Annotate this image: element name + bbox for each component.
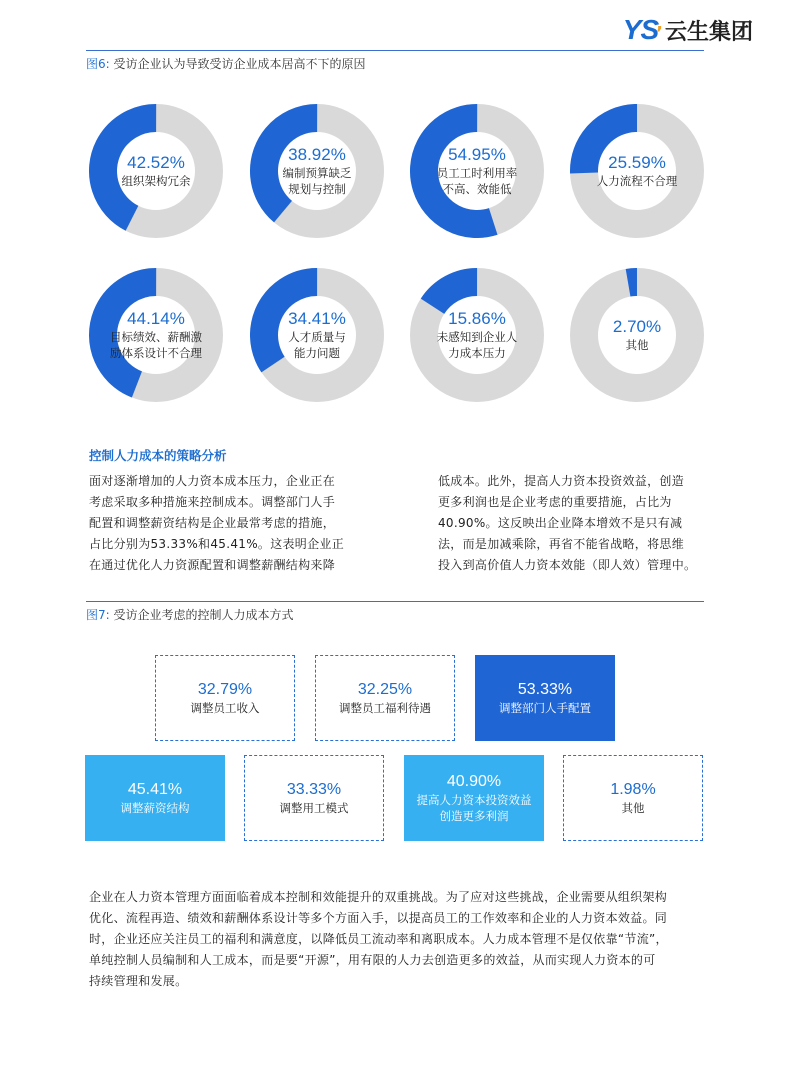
method-box-highlight	[404, 755, 544, 841]
method-percent: 53.33%	[517, 681, 573, 698]
logo-ys-text: YS	[622, 14, 659, 45]
donut-label: 人力流程不合理	[596, 174, 678, 188]
method-label: 调整部门人手配置	[499, 701, 591, 715]
fig7-caption	[86, 606, 294, 623]
donut-label: 目标绩效、薪酬激 励体系设计不合理	[110, 330, 202, 360]
method-label: 其他	[621, 801, 645, 815]
logo-company-name: 云生集团	[664, 20, 753, 45]
paragraph-right: 低成本。此外，提高人力资本投资效益，创造 更多利润也是企业考虑的重要措施，占比为 40.90%。这反映出企业降本增效不是只有减 法，而是加减乘除，再省不能省战略，将思维 投入到高价值人力资本效能（即人效）管理中。	[438, 474, 697, 572]
donut-chart	[89, 268, 223, 402]
section-divider	[86, 601, 704, 602]
donut-percent: 38.92%	[288, 145, 346, 164]
method-label: 提高人力资本投资效益 创造更多利润	[416, 793, 532, 823]
fig7-title: 受访企业考虑的控制人力成本方式	[113, 608, 294, 622]
fig7-number: 图7:	[86, 608, 110, 622]
method-box-highlight	[475, 655, 615, 741]
fig6-title: 受访企业认为导致受访企业成本居高不下的原因	[113, 57, 366, 71]
logo-accent-icon: ’	[656, 23, 663, 44]
method-percent: 45.41%	[127, 781, 183, 798]
donut-percent: 25.59%	[608, 153, 666, 172]
donut-chart	[410, 268, 544, 402]
donut-label: 员工工时利用率 不高、效能低	[436, 166, 518, 196]
donut-percent: 15.86%	[448, 309, 506, 328]
paragraph-bottom: 企业在人力资本管理方面面临着成本控制和效能提升的双重挑战。为了应对这些挑战，企业需要从组织架构 优化、流程再造、绩效和薪酬体系设计等多个方面入手，以提高员工的工作效率和企业的人力资本效益。同 时，企业还应关注员工的福利和满意度，以降低员工流动率和离职成本。人力成本管理不是仅依靠“节流”， 单纯控制人员编制和人工成本，而是要“开源”，用有限的人力去创造更多的效益，从而实现人力资本的可 持续管理和发展。	[89, 890, 668, 988]
donut-percent: 34.41%	[288, 309, 346, 328]
fig6-caption	[86, 55, 366, 72]
paragraph-left: 面对逐渐增加的人力资本成本压力，企业正在 考虑采取多种措施来控制成本。调整部门人手 配置和调整薪资结构是企业最常考虑的措施， 占比分别为53.33%和45.41%。这表明企业正 在通过优化人力资源配置和调整薪酬结构来降	[89, 474, 345, 572]
donut-percent: 42.52%	[127, 153, 185, 172]
method-box	[563, 755, 703, 841]
method-label: 调整薪资结构	[120, 801, 190, 815]
donut-percent: 2.70%	[612, 317, 662, 336]
donut-label: 未感知到企业人 力成本压力	[436, 330, 518, 360]
method-percent: 40.90%	[446, 773, 502, 790]
company-logo	[623, 14, 753, 46]
method-label: 调整员工收入	[190, 701, 260, 715]
donut-percent: 44.14%	[127, 309, 185, 328]
method-box-highlight	[85, 755, 225, 841]
method-box	[244, 755, 384, 841]
donut-chart	[570, 104, 704, 238]
donut-chart	[89, 104, 223, 238]
method-percent: 32.79%	[197, 681, 253, 698]
section-title: 控制人力成本的策略分析	[89, 448, 227, 463]
method-percent: 1.98%	[610, 781, 656, 798]
donut-label: 编制预算缺乏 规划与控制	[282, 166, 352, 196]
method-percent: 33.33%	[286, 781, 342, 798]
donut-percent: 54.95%	[448, 145, 506, 164]
donut-label: 其他	[625, 338, 649, 352]
method-percent: 32.25%	[357, 681, 413, 698]
header-divider	[86, 50, 704, 51]
donut-label: 组织架构冗余	[121, 174, 191, 188]
donut-chart	[250, 104, 384, 238]
method-label: 调整用工模式	[279, 801, 349, 815]
method-box	[155, 655, 295, 741]
method-box	[315, 655, 455, 741]
fig6-number: 图6:	[86, 57, 110, 71]
donut-chart	[410, 104, 544, 238]
method-label: 调整员工福利待遇	[339, 701, 431, 715]
donut-label: 人才质量与 能力问题	[288, 330, 346, 360]
donut-chart	[570, 268, 704, 402]
donut-chart	[250, 268, 384, 402]
